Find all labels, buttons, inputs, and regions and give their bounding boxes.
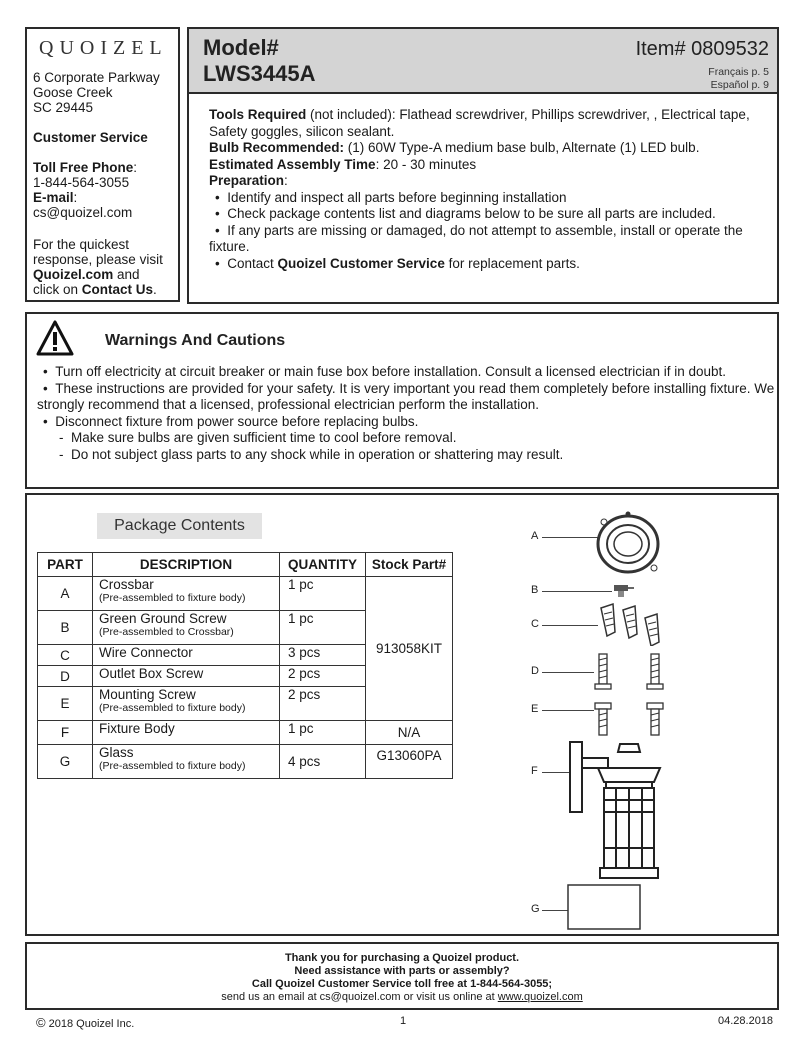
- prep-colon: :: [284, 173, 288, 188]
- tools-label: Tools Required: [209, 107, 307, 122]
- part-cell: E: [38, 687, 93, 721]
- warning-subtext: Make sure bulbs are given sufficient time to cool before removal.: [71, 430, 457, 445]
- desc-text: Wire Connector: [99, 645, 193, 660]
- leader-line: [542, 672, 594, 673]
- espanol-page-ref: Español p. 9: [710, 79, 769, 91]
- header-stock-part: Stock Part#: [366, 553, 453, 577]
- contact-us-link[interactable]: Contact Us: [81, 282, 154, 297]
- warnings-box: [25, 312, 779, 489]
- desc-sub: (Pre-assembled to fixture body): [99, 760, 246, 772]
- prep-item-text: Check package contents list and diagrams below to be sure all parts are included.: [227, 206, 716, 221]
- address-line-1: 6 Corporate Parkway: [33, 70, 160, 85]
- desc-text: Outlet Box Screw: [99, 666, 204, 681]
- table-row: [38, 721, 453, 745]
- qty-cell: 1 pc: [280, 577, 366, 611]
- customer-service-heading: Customer Service: [33, 130, 148, 145]
- company-info-box: [25, 27, 180, 302]
- bulb-recommended: [209, 140, 769, 157]
- leader-line: [542, 910, 568, 911]
- contact-post: for replacement parts.: [444, 255, 580, 271]
- desc-cell: [93, 645, 280, 666]
- warning-item: • Turn off electricity at circuit breaker or main fuse box before installation. Consult a licensed electrician if in doubt.: [43, 364, 727, 379]
- warning-text: These instructions are provided for your safety. It is very important you read them completely before installing fixture. We strongly recommend that a licensed, professional electrician perform the installation.: [37, 380, 775, 412]
- wire-connector-icon: [597, 602, 667, 646]
- site-link[interactable]: Quoizel.com: [33, 267, 114, 282]
- package-contents-title: Package Contents: [97, 513, 262, 539]
- fixture-body-icon: [568, 738, 664, 884]
- email-address[interactable]: cs@quoizel.com: [33, 205, 133, 220]
- instructions-body: [209, 107, 769, 272]
- tools-text: (not included): Flathead screwdriver, Phillips screwdriver, , Electrical tape, Safety goggles, silicon sealant.: [209, 107, 750, 139]
- desc-text: Fixture Body: [99, 721, 175, 736]
- warning-triangle-icon: [36, 320, 74, 356]
- qty-cell: 2 pcs: [280, 666, 366, 687]
- and-text: and: [113, 267, 140, 282]
- footer-send: [27, 991, 777, 1003]
- address-line-3: SC 29445: [33, 100, 94, 115]
- click-on-text: click on: [33, 282, 82, 297]
- package-contents-table: [37, 552, 453, 779]
- desc-cell: [93, 577, 280, 611]
- part-cell: C: [38, 645, 93, 666]
- desc-text: Mounting Screw: [99, 687, 196, 702]
- warning-subitem: - Do not subject glass parts to any shock while in operation or shattering may result.: [59, 446, 564, 462]
- toll-free-label: Toll Free Phone: [33, 160, 134, 175]
- warnings-title: Warnings And Cautions: [105, 332, 286, 349]
- desc-cell: [93, 687, 280, 721]
- prep-item-contact: • Contact Quoizel Customer Service for replacement parts.: [215, 255, 580, 271]
- warning-text: Disconnect fixture from power source before replacing bulbs.: [55, 413, 419, 429]
- desc-text: Green Ground Screw: [99, 611, 227, 626]
- crossbar-icon: [590, 508, 670, 578]
- qty-cell: 4 pcs: [280, 745, 366, 779]
- copyright-text: 2018 Quoizel Inc.: [48, 1018, 135, 1030]
- leader-line: [542, 710, 594, 711]
- kit-stock-cell: 913058KIT: [366, 577, 453, 721]
- contact-bold: Quoizel Customer Service: [277, 255, 445, 271]
- qty-cell: 1 pc: [280, 611, 366, 645]
- warning-subitem: - Make sure bulbs are given sufficient time to cool before removal.: [59, 430, 457, 445]
- warning-subtext: Do not subject glass parts to any shock while in operation or shattering may result.: [71, 446, 564, 462]
- part-cell: B: [38, 611, 93, 645]
- footer-box: [25, 942, 779, 1010]
- website-link[interactable]: www.quoizel.com: [497, 991, 583, 1003]
- copyright-symbol: ©: [36, 1015, 46, 1030]
- time-label: Estimated Assembly Time: [209, 156, 376, 172]
- time-text: : 20 - 30 minutes: [375, 156, 477, 172]
- document-date: 04.28.2018: [718, 1015, 774, 1027]
- warning-item: • Disconnect fixture from power source before replacing bulbs.: [43, 413, 419, 429]
- model-instructions-box: [187, 27, 779, 304]
- desc-sub: (Pre-assembled to fixture body): [99, 702, 246, 714]
- warning-item: • These instructions are provided for your safety. It is very important you read them completely before installing fixture. We strongly recommend that a licensed, professional electrician perform the installation.: [37, 380, 775, 412]
- prep-item-text: Identify and inspect all parts before beginning installation: [227, 189, 567, 205]
- leader-line: [542, 625, 598, 626]
- preparation-heading: [209, 173, 769, 190]
- prep-item: • If any parts are missing or damaged, do not attempt to assemble, install or operate the fixture.: [209, 222, 743, 254]
- warning-text: Turn off electricity at circuit breaker or main fuse box before installation. Consult a licensed electrician if in doubt.: [55, 364, 727, 379]
- qty-cell: 3 pcs: [280, 645, 366, 666]
- bulb-label: Bulb Recommended:: [209, 140, 345, 155]
- footer-thanks: Thank you for purchasing a Quoizel product.: [284, 952, 520, 964]
- header-quantity: QUANTITY: [280, 553, 366, 577]
- desc-sub: (Pre-assembled to fixture body): [99, 592, 246, 604]
- desc-text: Glass: [99, 745, 134, 760]
- table-header-row: [38, 553, 453, 577]
- desc-text: Crossbar: [99, 577, 154, 592]
- model-number: LWS3445A: [203, 61, 316, 86]
- model-header-bar: [189, 29, 777, 94]
- table-row: [38, 577, 453, 611]
- prep-label: Preparation: [209, 173, 285, 188]
- leader-line: [542, 772, 570, 773]
- desc-cell: [93, 611, 280, 645]
- prep-item: • Identify and inspect all parts before beginning installation: [215, 189, 567, 205]
- toll-free-block: Toll Free Phone: 1-844-564-3055 E-mail: cs@quoizel.com: [33, 160, 138, 220]
- diagram-label-d: D: [531, 665, 539, 677]
- table-row: [38, 745, 453, 779]
- footer-need-assistance: Need assistance with parts or assembly?: [294, 965, 510, 977]
- desc-cell: [93, 721, 280, 745]
- period-text: .: [153, 282, 157, 297]
- diagram-label-g: G: [531, 903, 540, 915]
- quoizel-logo: QUOIZEL: [39, 37, 168, 59]
- desc-cell: [93, 666, 280, 687]
- company-address: [33, 70, 160, 115]
- qty-cell: 2 pcs: [280, 687, 366, 721]
- diagram-label-e: E: [531, 703, 539, 715]
- diagram-label-b: B: [531, 584, 539, 596]
- bulb-text: (1) 60W Type-A medium base bulb, Alternate (1) LED bulb.: [344, 140, 700, 155]
- stock-cell: G13060PA: [366, 745, 453, 779]
- quickest-response-block: [33, 237, 163, 297]
- mounting-screw-icon: [593, 697, 665, 739]
- desc-cell: [93, 745, 280, 779]
- quickest-line-2: response, please visit: [33, 252, 163, 267]
- footer-send-text: send us an email at cs@quoizel.com or visit us online at: [221, 991, 498, 1003]
- glass-panel-icon: [567, 884, 641, 930]
- model-label: Model#: [203, 35, 279, 60]
- part-cell: F: [38, 721, 93, 745]
- copyright: [36, 1015, 134, 1030]
- prep-item: • Check package contents list and diagrams below to be sure all parts are included.: [215, 206, 716, 221]
- address-line-2: Goose Creek: [33, 85, 113, 100]
- outlet-box-screw-icon: [593, 650, 665, 694]
- contact-pre: Contact: [227, 255, 278, 271]
- part-cell: A: [38, 577, 93, 611]
- leader-line: [542, 591, 612, 592]
- prep-item-text: If any parts are missing or damaged, do not attempt to assemble, install or operate the fixture.: [209, 222, 743, 254]
- ground-screw-icon: [612, 584, 636, 598]
- desc-sub: (Pre-assembled to Crossbar): [99, 626, 234, 638]
- header-description: DESCRIPTION: [93, 553, 280, 577]
- part-cell: G: [38, 745, 93, 779]
- diagram-label-a: A: [531, 530, 539, 542]
- warnings-body: [37, 364, 777, 463]
- qty-cell: 1 pc: [280, 721, 366, 745]
- stock-cell: N/A: [366, 721, 453, 745]
- francais-page-ref: Français p. 5: [708, 66, 769, 78]
- assembly-time: [209, 157, 769, 174]
- part-cell: D: [38, 666, 93, 687]
- email-label: E-mail: [33, 190, 74, 205]
- model-title: [203, 35, 316, 87]
- toll-free-number[interactable]: 1-844-564-3055: [33, 175, 130, 190]
- item-number: Item# 0809532: [635, 38, 769, 60]
- page-number: 1: [400, 1015, 407, 1027]
- diagram-label-f: F: [531, 765, 538, 777]
- tools-required: [209, 107, 769, 140]
- footer-call: Call Quoizel Customer Service toll free at 1-844-564-3055;: [251, 978, 553, 990]
- header-part: PART: [38, 553, 93, 577]
- quickest-line-1: For the quickest: [33, 237, 130, 252]
- diagram-label-c: C: [531, 618, 539, 630]
